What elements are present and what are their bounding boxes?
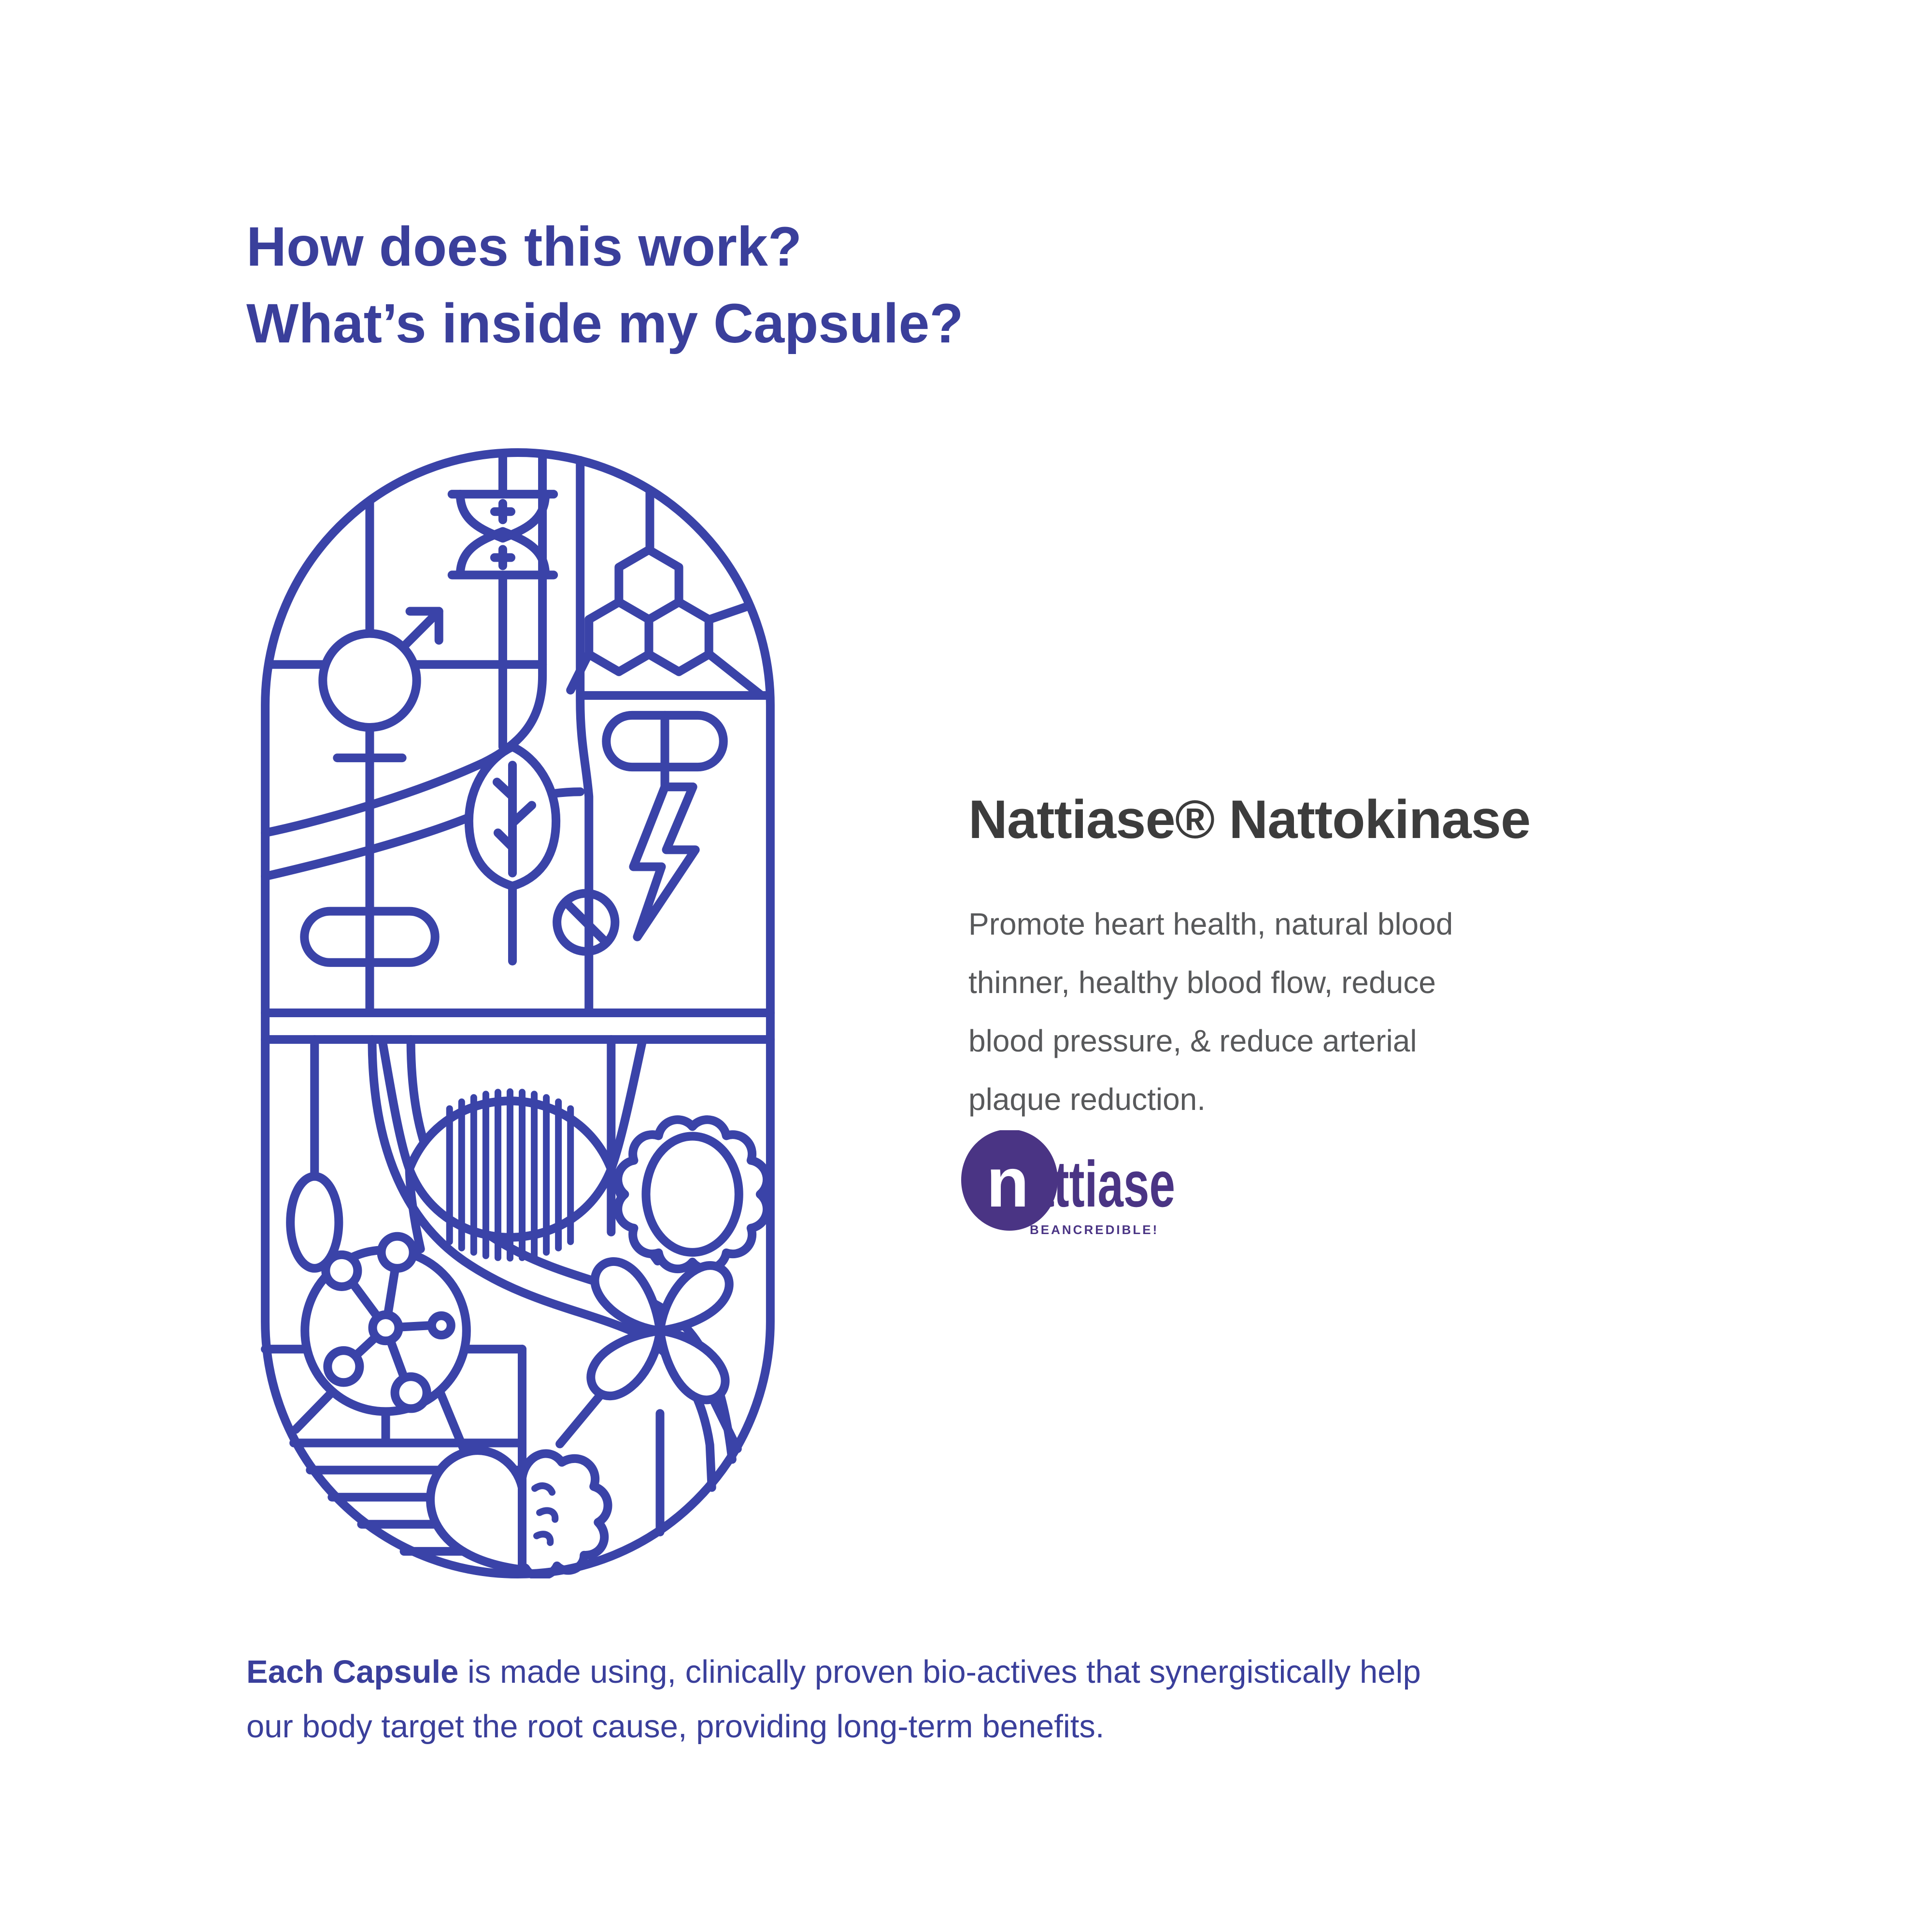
brand-logo-svg (961, 1130, 1270, 1256)
footer-line1 (246, 1645, 1768, 1699)
brand-logo (961, 1130, 1270, 1256)
footer-bold-text: Each Capsule (246, 1654, 459, 1690)
lightning-bolt-icon (633, 787, 695, 937)
ingredient-description-line1: Promote heart health, natural blood (968, 907, 1453, 941)
capsule-illustration (261, 448, 775, 1578)
footer-text (246, 1645, 1768, 1754)
ingredient-description (968, 895, 1674, 1129)
gender-symbol-icon (323, 611, 439, 790)
capsule-illustration-svg (261, 448, 775, 1578)
leaf-icon (469, 747, 556, 961)
footer-line1-rest: is made using, clinically proven bio-actives that synergistically help (458, 1654, 1421, 1690)
flower-icon (618, 1120, 767, 1269)
ingredient-description-line2: thinner, healthy blood flow, reduce (968, 965, 1436, 1000)
logo-text: attiase (1028, 1148, 1175, 1221)
footer-line2: our body target the root cause, providing long-term benefits. (246, 1708, 1105, 1745)
clover-flower-icon (582, 1252, 739, 1409)
ingredient-description-line3: blood pressure, & reduce arterial (968, 1023, 1417, 1058)
ingredient-section (968, 788, 1674, 1129)
logo-letter-n: n (986, 1143, 1029, 1222)
ingredient-description-line4: plaque reduction. (968, 1082, 1206, 1117)
page-title (246, 209, 964, 362)
honeycomb-icon (589, 550, 709, 671)
page-title-line1: How does this work? (246, 216, 802, 278)
page-title-line2: What’s inside my Capsule? (246, 293, 964, 355)
molecule-icon (305, 1236, 467, 1412)
logo-tagline: BEANCREDIBLE! (1030, 1222, 1159, 1237)
ingredient-title: Nattiase® Nattokinase (968, 789, 1531, 850)
